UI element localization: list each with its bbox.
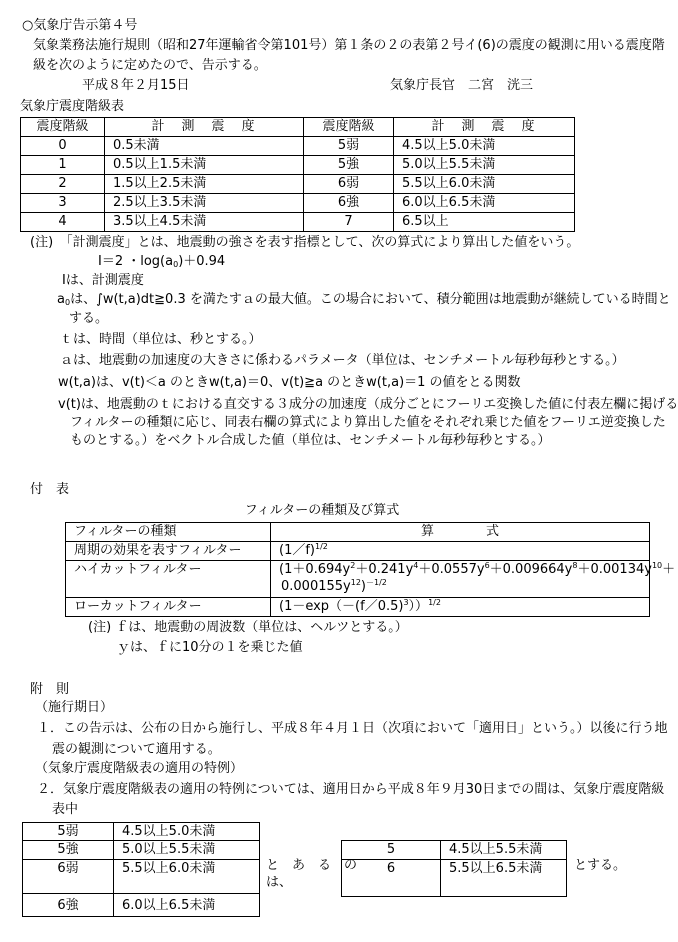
formula-exponent: 8	[572, 561, 578, 570]
instrumental-intensity: 0.5以上1.5未満	[105, 156, 304, 175]
definition-w: w(t,a)は、v(t)＜a のときw(t,a)＝0、v(t)≧a のときw(t,a)＝1 の値をとる関数	[58, 375, 521, 390]
notice-date: 平成８年２月15日	[82, 78, 190, 93]
supplementary-heading: （気象庁震度階級表の適用の特例）	[35, 761, 244, 776]
intensity-level: 6強	[304, 194, 394, 213]
a0-symbol: a	[57, 292, 65, 307]
table-row	[23, 823, 260, 841]
instrumental-intensity: 5.5以上6.0未満	[394, 175, 575, 194]
table-row	[342, 860, 567, 897]
formula-exponent: －1/2	[366, 578, 387, 587]
formula-exponent: 12	[350, 578, 361, 587]
formula-term: (1＋0.694y	[279, 562, 351, 577]
intensity-level: 5強	[304, 156, 394, 175]
definition-v-continued: ものとする。）をベクトル合成した値（単位は、センチメートル毎秒毎秒とする。）	[70, 433, 551, 448]
intensity-level: 7	[304, 213, 394, 232]
header-cell: フィルターの種類	[66, 523, 271, 542]
intensity-level: 5弱	[304, 137, 394, 156]
table-row	[66, 542, 650, 561]
formula-exponent: 10	[651, 561, 663, 570]
intensity-level: 2	[21, 175, 105, 194]
intensity-level: 6弱	[304, 175, 394, 194]
definition-a: ａは、地震動の加速度の大きさに係わるパラメータ（単位は、センチメートル毎秒毎秒とする。）	[60, 353, 625, 368]
intensity-formula	[98, 254, 225, 270]
formula-suffix: )＋0.94	[178, 254, 226, 269]
formula-term: ＋	[662, 562, 676, 577]
a0-text: は、∫w(t,a)dt≧0.3 を満たすａの最大値。この場合において、積分範囲は地震動が継続している時間と	[70, 292, 671, 307]
filter-table-caption: フィルターの種類及び算式	[244, 503, 400, 518]
filter-name: 周期の効果を表すフィルター	[66, 542, 271, 561]
header-cell: 計 測 震 度	[394, 118, 575, 137]
a0-subscript: 0	[64, 298, 71, 307]
formula-exponent: 3	[403, 598, 409, 607]
supplementary-heading: （施行期日）	[35, 700, 114, 715]
definition-v-continued: フィルターの種類に応じ、同表右欄の算式により算出した値をそれぞれ乗じた値をフーリエ逆変換した	[70, 415, 666, 430]
closing-text: とする。	[574, 858, 627, 873]
signatory: 気象庁長官 二宮 洸三	[390, 78, 534, 93]
formula-term: (1－exp（－(f／0.5)	[279, 599, 404, 614]
table-row	[23, 841, 260, 860]
intensity-level: 4	[21, 213, 105, 232]
formula-term: (1／f)	[279, 543, 315, 558]
formula-exponent: 2	[350, 561, 356, 570]
note-intro: (注) 「計測震度」とは、地震動の強さを表す指標として、次の算式により算出した値をいう。	[30, 235, 580, 250]
supplementary-item: ２．気象庁震度階級表の適用の特例については、適用日から平成８年９月30日までの間は、気象庁震度階級	[37, 782, 665, 797]
intensity-level: 5強	[23, 841, 114, 860]
formula-exponent: 1/2	[315, 542, 328, 551]
supplementary-item-continued: 表中	[52, 802, 79, 817]
header-cell: 震度階級	[21, 118, 105, 137]
definition-a0-continued: する。	[69, 311, 109, 326]
formula-prefix: I＝2 ・log(a	[98, 254, 174, 269]
formula-term: 0.000155y	[281, 579, 351, 594]
connector-text: は、	[266, 875, 293, 890]
supplementary-item: １．この告示は、公布の日から施行し、平成８年４月１日（次項において「適用日」という。）以後に行う地	[37, 721, 668, 736]
table-row	[66, 561, 650, 598]
instrumental-intensity: 6.0以上6.5未満	[394, 194, 575, 213]
supplementary-label: 附 則	[30, 682, 70, 697]
instrumental-intensity: 5.0以上5.5未満	[114, 841, 260, 860]
preamble-line: 級を次のように定めたので、告示する。	[33, 58, 267, 73]
formula-term: )	[360, 579, 366, 594]
table-row	[21, 213, 575, 232]
table-header-row	[66, 523, 650, 542]
instrumental-intensity: 5.5以上6.5未満	[441, 860, 567, 897]
scale-table-title: 気象庁震度階級表	[20, 99, 125, 114]
formula-exponent: 6	[484, 561, 490, 570]
header-cell: 震度階級	[304, 118, 394, 137]
intensity-level: 1	[21, 156, 105, 175]
intensity-level: 5	[342, 841, 441, 860]
table-row	[23, 894, 260, 917]
table-row	[66, 598, 650, 617]
appendix-table-label: 付 表	[30, 482, 70, 497]
instrumental-intensity: 2.5以上3.5未満	[105, 194, 304, 213]
definition-t: ｔは、時間（単位は、秒とする。）	[60, 332, 262, 347]
table-row	[21, 175, 575, 194]
intensity-level: 0	[21, 137, 105, 156]
new-scale-table	[341, 840, 567, 897]
filter-formula	[271, 542, 650, 561]
table-row	[21, 194, 575, 213]
filter-formula	[271, 561, 676, 598]
preamble-line: 気象業務法施行規則（昭和27年運輸省令第101号）第１条の２の表第２号イ(6)の震度の観測に用いる震度階	[33, 38, 665, 53]
formula-term: ＋0.00134y	[577, 562, 652, 577]
table-row	[23, 860, 260, 894]
filter-table	[65, 522, 676, 617]
instrumental-intensity: 4.5以上5.0未満	[394, 137, 575, 156]
notice-number: ○気象庁告示第４号	[22, 18, 138, 33]
instrumental-intensity: 4.5以上5.0未満	[114, 823, 260, 841]
table-row	[21, 156, 575, 175]
instrumental-intensity: 0.5未満	[105, 137, 304, 156]
definition-v: v(t)は、地震動のｔにおける直交する３成分の加速度（成分ごとにフーリエ変換した値に付表左欄に掲げる	[58, 397, 678, 412]
table-row	[342, 841, 567, 860]
header-cell: 算 式	[271, 523, 650, 542]
intensity-level: 6強	[23, 894, 114, 917]
supplementary-item-continued: 震の観測について適用する。	[52, 742, 221, 757]
instrumental-intensity: 4.5以上5.5未満	[441, 841, 567, 860]
intensity-level: 3	[21, 194, 105, 213]
instrumental-intensity: 1.5以上2.5未満	[105, 175, 304, 194]
definition-a0	[57, 292, 671, 308]
table-header-row	[21, 118, 575, 137]
filter-name: ローカットフィルター	[66, 598, 271, 617]
formula-exponent: 4	[413, 561, 419, 570]
intensity-level: 5弱	[23, 823, 114, 841]
connector-text: と あ る の	[266, 858, 358, 873]
formula-term: ＋0.0557y	[418, 562, 485, 577]
old-scale-table	[22, 822, 260, 917]
seismic-intensity-table	[20, 117, 575, 232]
definition-i: Iは、計測震度	[62, 273, 144, 288]
instrumental-intensity: 6.5以上	[394, 213, 575, 232]
formula-term: ））	[408, 599, 429, 614]
formula-subscript: 0	[173, 260, 179, 269]
table-row	[21, 137, 575, 156]
formula-exponent: 1/2	[428, 598, 441, 607]
header-cell: 計 測 震 度	[105, 118, 304, 137]
filter-formula	[271, 598, 650, 617]
filter-note: ｙは、ｆに10分の１を乗じた値	[117, 640, 303, 655]
instrumental-intensity: 5.5以上6.0未満	[114, 860, 260, 894]
formula-term: ＋0.241y	[355, 562, 414, 577]
instrumental-intensity: 3.5以上4.5未満	[105, 213, 304, 232]
instrumental-intensity: 6.0以上6.5未満	[114, 894, 260, 917]
intensity-level: 6弱	[23, 860, 114, 894]
formula-term: ＋0.009664y	[489, 562, 573, 577]
filter-name: ハイカットフィルター	[66, 561, 271, 598]
filter-note: (注) ｆは、地震動の周波数（単位は、ヘルツとする。）	[88, 620, 408, 635]
intensity-level: 6	[342, 860, 441, 897]
instrumental-intensity: 5.0以上5.5未満	[394, 156, 575, 175]
